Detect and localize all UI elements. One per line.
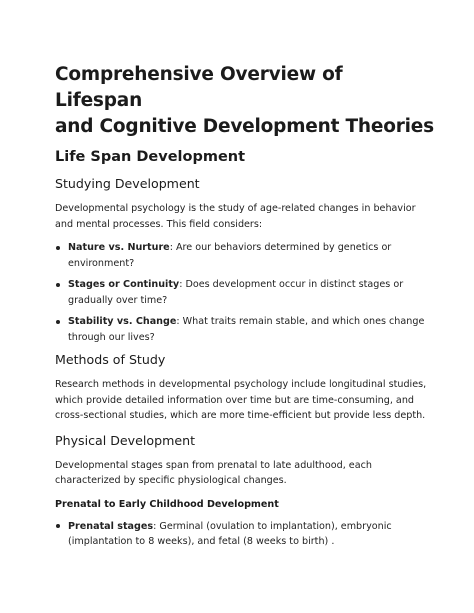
bullet-icon: [56, 246, 60, 250]
list-item: [55, 277, 435, 308]
document-page: [55, 62, 435, 556]
physical-paragraph: Developmental stages span from prenatal to late adulthood, each characterized by specific physiological changes.: [55, 459, 372, 486]
bullet-text: : What traits remain stable, and which ones change through our lives?: [68, 316, 425, 343]
list-item: [55, 240, 435, 271]
subheading-physical-development: Physical Development: [55, 432, 196, 448]
bullet-icon: [56, 524, 60, 528]
bullet-icon: [56, 283, 60, 287]
subheading-prenatal-early-childhood: Prenatal to Early Childhood Development: [55, 498, 279, 510]
subheading-methods-of-study: Methods of Study: [55, 352, 166, 367]
bullet-icon: [56, 320, 60, 324]
document-title-line-1: Comprehensive Overview of Lifespan: [55, 64, 343, 111]
bullet-text: : Are our behaviors determined by genetics or environment?: [68, 242, 392, 269]
document-title-line-2: and Cognitive Development Theories: [55, 116, 434, 137]
bullet-term: Prenatal stages: [68, 520, 154, 532]
bullet-text: : Does development occur in distinct stages or gradually over time?: [68, 279, 404, 306]
document-title: [55, 62, 435, 140]
bullet-term: Nature vs. Nurture: [68, 242, 170, 253]
studying-bullet-list: [55, 240, 435, 345]
bullet-term: Stages or Continuity: [68, 279, 180, 290]
studying-intro-paragraph: Developmental psychology is the study of age-related changes in behavior and mental processes. This field considers:: [55, 203, 416, 230]
section-heading-life-span: Life Span Development: [55, 149, 246, 165]
subheading-studying-development: Studying Development: [55, 176, 200, 191]
bullet-text: : Germinal (ovulation to implantation), embryonic (implantation to 8 weeks), and fetal (8 weeks to birth) .: [68, 520, 392, 547]
list-item: [55, 519, 435, 550]
list-item: [55, 314, 435, 345]
bullet-term: Stability vs. Change: [68, 316, 177, 327]
methods-paragraph: Research methods in developmental psychology include longitudinal studies, which provide detailed information over time but are time-consuming, and cross-sectional studies, which are more time-efficient but provide less depth.: [55, 379, 427, 421]
prenatal-bullet-list: [55, 519, 435, 550]
